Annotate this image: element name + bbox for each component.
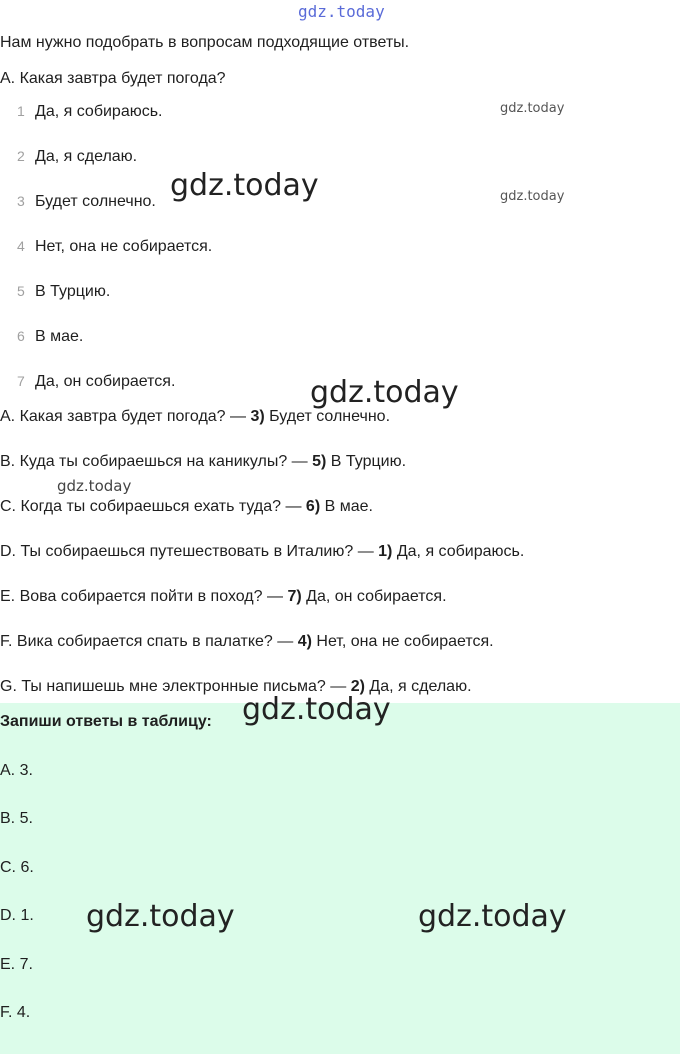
answer-line: A. Какая завтра будет погода? — 3) Будет солнечно. (0, 408, 391, 425)
answer-line: C. Когда ты собираешься ехать туда? — 6) В мае. (0, 498, 373, 515)
watermark: gdz.today (57, 477, 132, 495)
watermark: gdz.today (500, 101, 565, 116)
option-item: 1 Да, я собираюсь. (17, 103, 163, 120)
answer-line: B. Куда ты собираешься на каникулы? — 5) В Турцию. (0, 453, 407, 470)
answer-line: G. Ты напишешь мне электронные письма? — 2) Да, я сделаю. (0, 678, 472, 695)
watermark-top: gdz.today (298, 2, 385, 21)
table-row: C. 6. (0, 859, 34, 876)
watermark: gdz.today (418, 899, 567, 934)
option-item: 5 В Турцию. (17, 283, 111, 300)
option-item: 4 Нет, она не собирается. (17, 238, 213, 255)
answer-line: E. Вова собирается пойти в поход? — 7) Да, он собирается. (0, 588, 447, 605)
table-title: Запиши ответы в таблицу: (0, 713, 212, 730)
watermark: gdz.today (500, 189, 565, 204)
watermark: gdz.today (242, 692, 391, 727)
watermark: gdz.today (310, 375, 459, 410)
table-row: A. 3. (0, 762, 33, 779)
watermark: gdz.today (170, 168, 319, 203)
watermark: gdz.today (86, 899, 235, 934)
table-row: B. 5. (0, 810, 33, 827)
answer-table-panel (0, 703, 680, 1054)
option-item: 2 Да, я сделаю. (17, 148, 138, 165)
table-row: E. 7. (0, 956, 33, 973)
table-row: D. 1. (0, 907, 34, 924)
answer-line: F. Вика собирается спать в палатке? — 4) Нет, она не собирается. (0, 633, 494, 650)
table-row: F. 4. (0, 1004, 31, 1021)
intro-text: Нам нужно подобрать в вопросам подходящие ответы. (0, 34, 410, 51)
option-item: 3 Будет солнечно. (17, 193, 156, 210)
answer-line: D. Ты собираешься путешествовать в Италию? — 1) Да, я собираюсь. (0, 543, 525, 560)
option-item: 6 В мае. (17, 328, 84, 345)
option-item: 7 Да, он собирается. (17, 373, 176, 390)
question-heading: A. Какая завтра будет погода? (0, 70, 226, 87)
